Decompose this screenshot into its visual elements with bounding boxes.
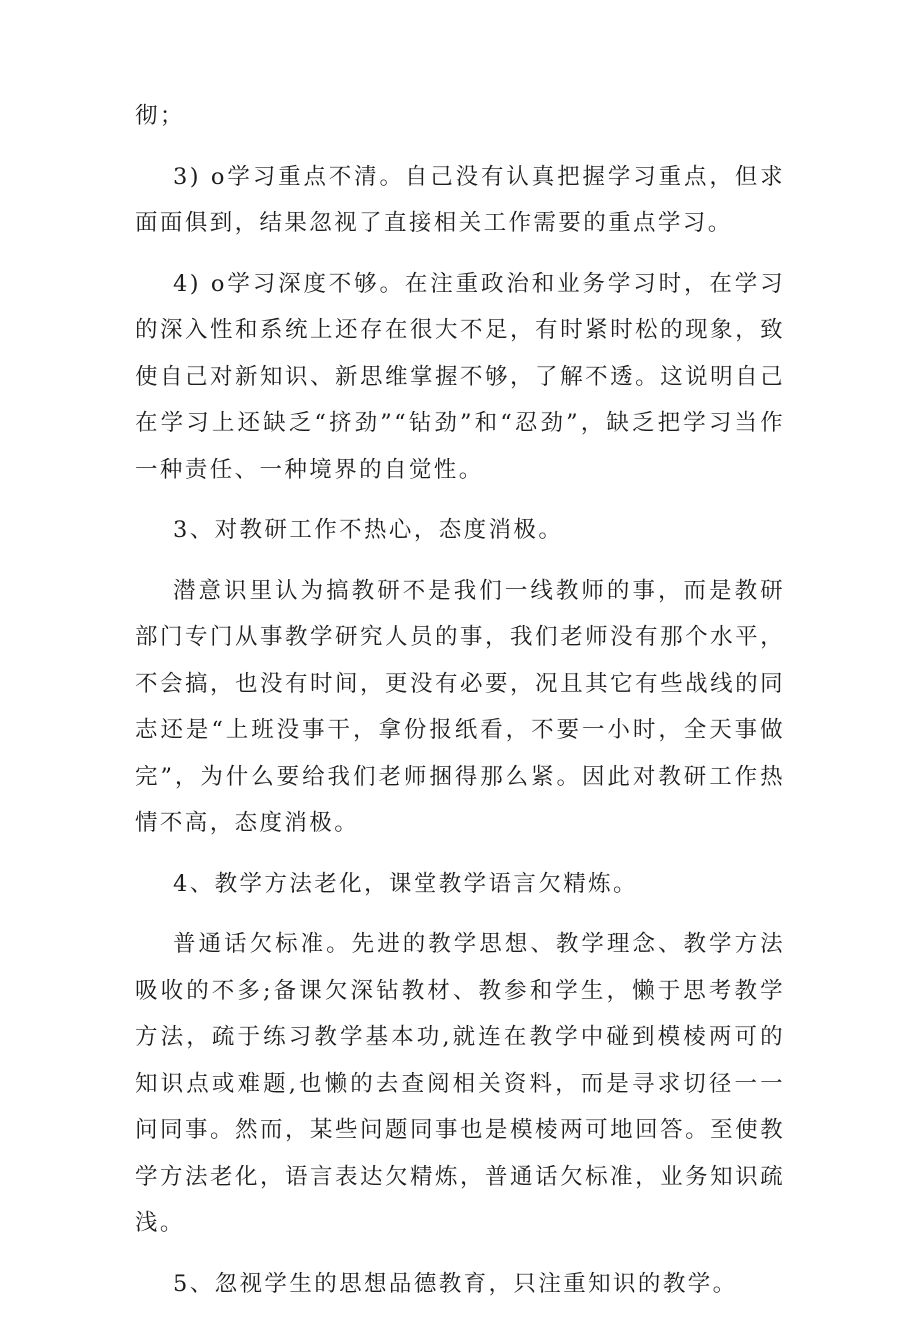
paragraph-point-3: 3) o学习重点不清。自己没有认真把握学习重点，但求面面俱到，结果忽视了直接相关工作需要的重点学习。 [135, 163, 785, 236]
heading-section-5: 5、忽视学生的思想品德教育，只注重知识的教学。 [173, 1270, 738, 1297]
document-body [135, 93, 785, 1321]
heading-section-3: 3、对教研工作不热心，态度消极。 [173, 517, 564, 543]
paragraph-point-4: 4) o学习深度不够。在注重政治和业务学习时，在学习的深入性和系统上还存在很大不足，有时紧时松的现象，致使自己对新知识、新思维掌握不够，了解不透。这说明自己在学习上还缺乏“挤劲”“钻劲”和“忍劲”，缺乏把学习当作一种责任、一种境界的自觉性。 [135, 270, 785, 483]
paragraph-section-4-body: 普通话欠标准。先进的教学思想、教学理念、教学方法吸收的不多;备课欠深钻教材、教参和学生，懒于思考教学方法，疏于练习教学基本功,就连在教学中碰到模棱两可的知识点或难题,也懒的去查阅相关资料，而是寻求切径一一问同事。然而，某些问题同事也是模棱两可地回答。至使教学方法老化，语言表达欠精炼，普通话欠标准，业务知识疏浅。 [135, 931, 785, 1236]
paragraph-section-3-body: 潜意识里认为搞教研不是我们一线教师的事，而是教研部门专门从事教学研究人员的事，我们老师没有那个水平，不会搞，也没有时间，更没有必要，况且其它有些战线的同志还是“上班没事干，拿份报纸看，不要一小时，全天事做完”，为什么要给我们老师捆得那么紧。因此对教研工作热情不高，态度消极。 [135, 577, 785, 836]
heading-section-4: 4、教学方法老化，课堂教学语言欠精炼。 [173, 870, 638, 897]
paragraph-continuation: 彻； [135, 103, 185, 129]
